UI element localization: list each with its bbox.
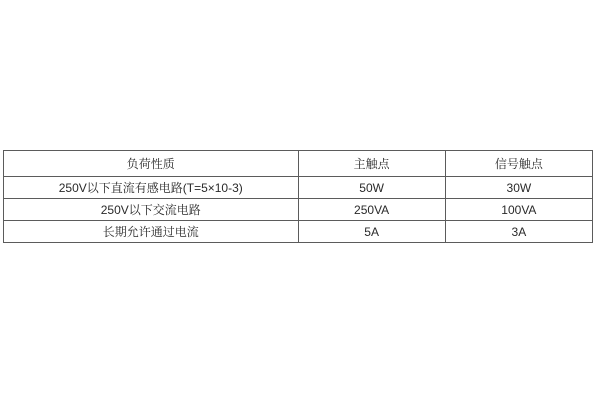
spec-table — [3, 150, 593, 243]
table-cell: 100VA — [445, 199, 592, 221]
header-cell-signal-contact: 信号触点 — [445, 151, 592, 177]
table-header-row — [4, 151, 593, 177]
spec-table-container — [3, 150, 593, 243]
table-cell: 250V以下直流有感电路(T=5×10-3) — [4, 177, 299, 199]
table-cell: 30W — [445, 177, 592, 199]
table-cell: 250V以下交流电路 — [4, 199, 299, 221]
table-cell: 50W — [298, 177, 445, 199]
table-cell: 5A — [298, 221, 445, 243]
table-cell: 250VA — [298, 199, 445, 221]
header-cell-main-contact: 主触点 — [298, 151, 445, 177]
table-row — [4, 221, 593, 243]
header-cell-load-type: 负荷性质 — [4, 151, 299, 177]
table-row — [4, 177, 593, 199]
table-row — [4, 199, 593, 221]
table-cell: 3A — [445, 221, 592, 243]
table-cell: 长期允许通过电流 — [4, 221, 299, 243]
